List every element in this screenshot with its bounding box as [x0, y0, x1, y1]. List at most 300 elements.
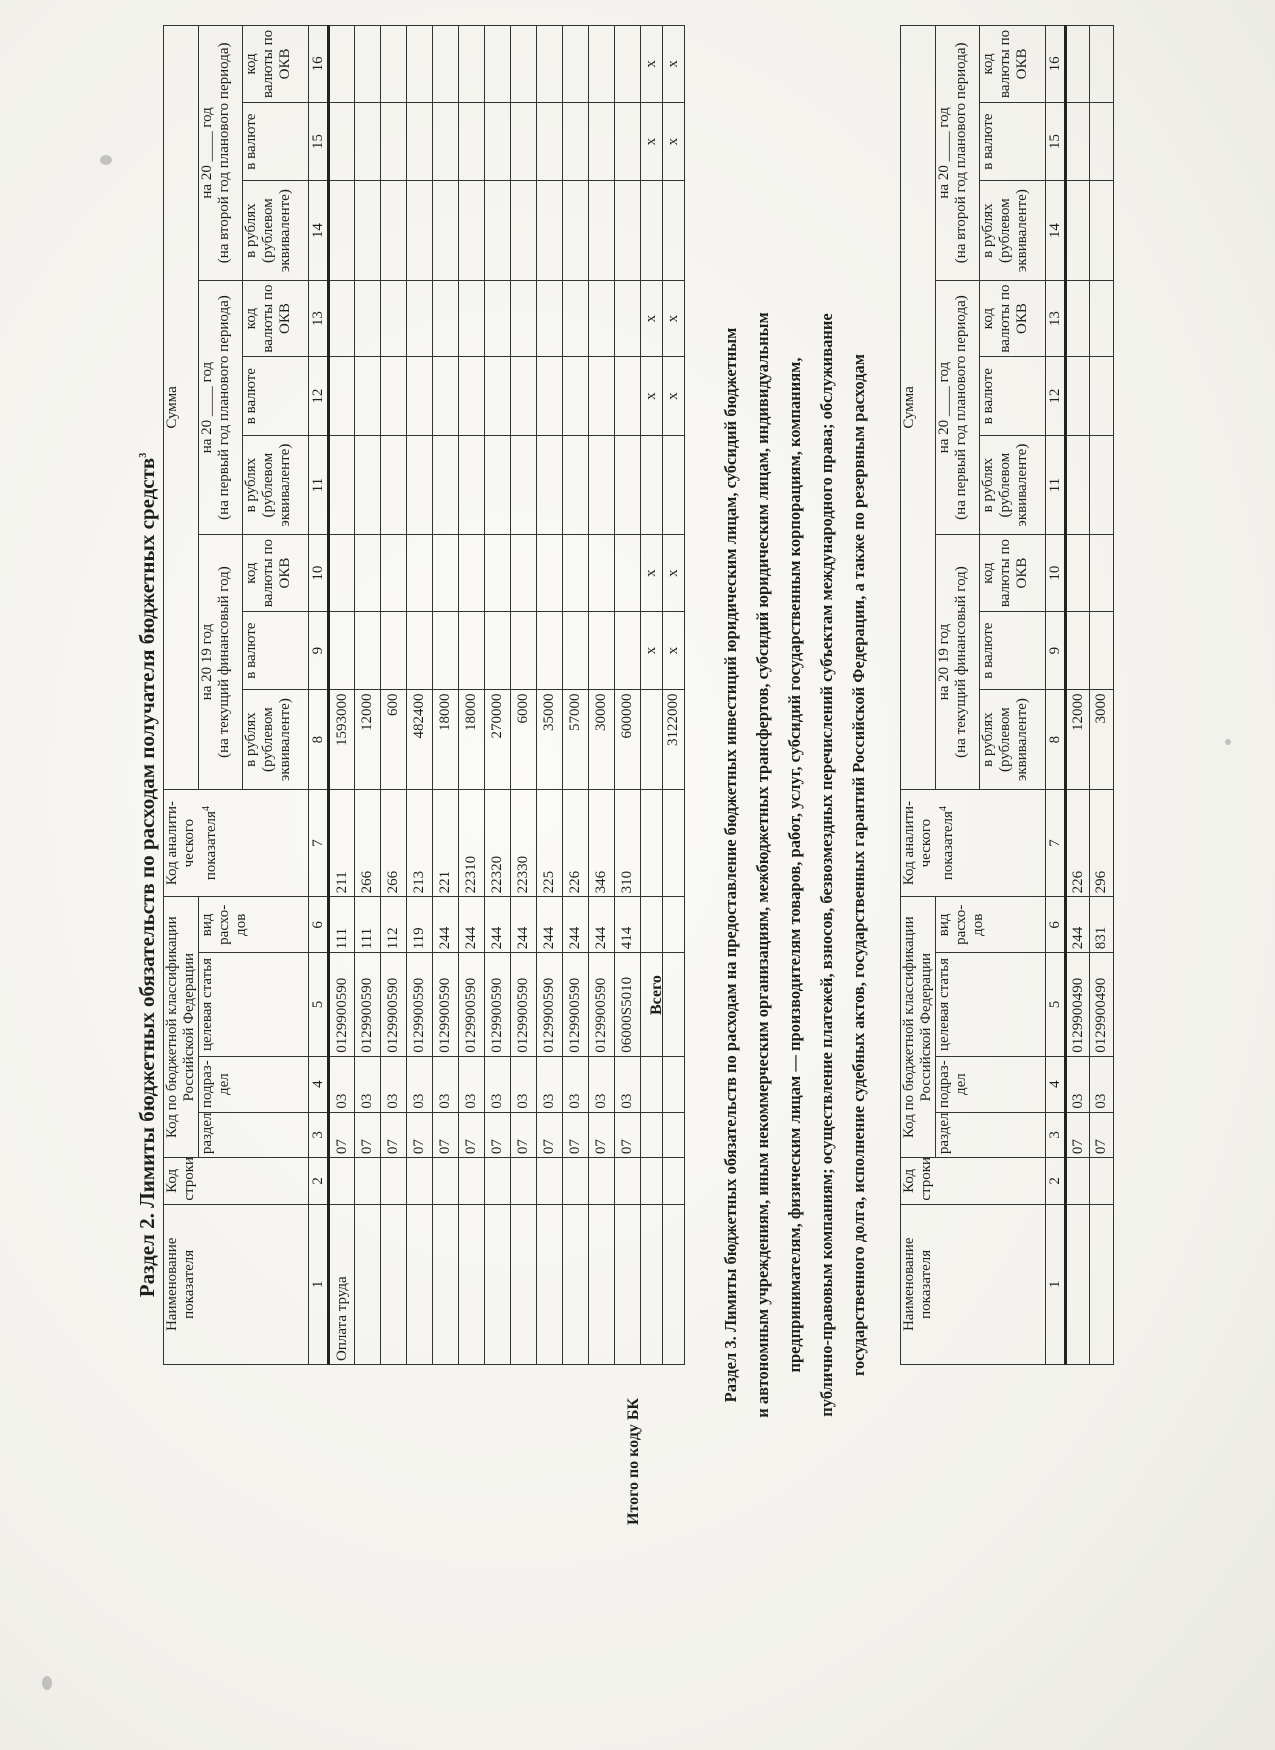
cell-empty [381, 535, 407, 612]
cell-celevaya: 0129900590 [485, 953, 511, 1056]
column-number: 13 [1046, 280, 1066, 357]
cell-analytic: 213 [407, 789, 433, 897]
cell-razdel: 07 [537, 1112, 563, 1158]
cell-vid: 244 [563, 897, 589, 953]
th-celevaya: целевая статья [936, 953, 1046, 1056]
cell-rub-current: 30000 [589, 690, 615, 789]
cell-rub-current: 18000 [433, 690, 459, 789]
cell-vid: 244 [511, 897, 537, 953]
cell-analytic: 346 [589, 789, 615, 897]
cell-empty [459, 26, 485, 103]
cell-name [381, 1204, 407, 1364]
column-number: 9 [1046, 611, 1066, 690]
cell-empty [537, 535, 563, 612]
cell-analytic: 221 [433, 789, 459, 897]
cell-empty [615, 26, 641, 103]
cell-podrazdel: 03 [433, 1056, 459, 1112]
column-numbers-row [309, 26, 329, 1365]
cell-empty [511, 535, 537, 612]
th-vid: вид расхо-дов [936, 897, 1046, 953]
cell-empty [589, 26, 615, 103]
cell-empty [485, 357, 511, 436]
cell-razdel: 07 [459, 1112, 485, 1158]
th-razdel: раздел [936, 1112, 1046, 1158]
cell-analytic: 226 [1066, 789, 1090, 897]
cell-empty [563, 181, 589, 280]
cell-empty [355, 181, 381, 280]
cell-empty [663, 789, 685, 897]
th-cur-1: в валюте [243, 611, 309, 690]
current-year-note: (на текущий финансовый год) [953, 566, 969, 758]
cell-vid: 244 [537, 897, 563, 953]
column-number: 16 [1046, 26, 1066, 103]
th-first-year [936, 280, 980, 535]
cell-name [433, 1204, 459, 1364]
cell-empty [407, 435, 433, 534]
cell-empty [329, 102, 355, 181]
section3-title-line: публично-правовым компаниям; осуществление платежей, взносов, безвозмездных перечислений субъектам международного права; обслуживание [817, 313, 836, 1417]
table-row [485, 26, 511, 1365]
x-mark: x [641, 26, 663, 103]
cell-podrazdel: 03 [1090, 1056, 1114, 1112]
cell-empty [663, 1158, 685, 1205]
cell-empty [1090, 357, 1114, 436]
column-number: 11 [1046, 435, 1066, 534]
cell-empty [511, 357, 537, 436]
table-row [329, 26, 355, 1365]
cell-empty [537, 611, 563, 690]
x-mark: x [641, 102, 663, 181]
cell-podrazdel: 03 [329, 1056, 355, 1112]
cell-rub-current: 57000 [563, 690, 589, 789]
cell-empty [663, 181, 685, 280]
cell-podrazdel: 03 [589, 1056, 615, 1112]
table-row [433, 26, 459, 1365]
th-analytic-mark: 4 [938, 806, 949, 812]
cell-empty [641, 1204, 663, 1364]
table-row [1090, 26, 1114, 1365]
cell-podrazdel: 03 [459, 1056, 485, 1112]
th-analytic-text: Код аналити-ческого показателя [901, 800, 956, 886]
cell-name [563, 1204, 589, 1364]
cell-empty [615, 435, 641, 534]
cell-analytic: 296 [1090, 789, 1114, 897]
cell-empty [641, 789, 663, 897]
cell-vid: 244 [589, 897, 615, 953]
table-row [589, 26, 615, 1365]
cell-empty [511, 611, 537, 690]
cell-empty [407, 280, 433, 357]
th-line-code: Код строки [164, 1158, 309, 1205]
cell-empty [615, 280, 641, 357]
cell-empty [329, 435, 355, 534]
cell-vid: 244 [485, 897, 511, 953]
cell-analytic: 266 [355, 789, 381, 897]
cell-empty [537, 435, 563, 534]
cell-line-code [407, 1158, 433, 1205]
cell-empty [381, 611, 407, 690]
cell-empty [563, 611, 589, 690]
cell-empty [1066, 435, 1090, 534]
th-okv-3: код валюты по ОКВ [243, 26, 309, 103]
cell-razdel: 07 [381, 1112, 407, 1158]
cell-empty [329, 280, 355, 357]
x-mark: x [641, 280, 663, 357]
second-year-note: (на второй год планового периода) [953, 42, 969, 264]
cell-line-code [355, 1158, 381, 1205]
column-number: 5 [309, 953, 329, 1056]
cell-empty [615, 611, 641, 690]
table-row [1066, 26, 1090, 1365]
cell-celevaya: 0129900590 [329, 953, 355, 1056]
cell-empty [459, 280, 485, 357]
cell-empty [1066, 280, 1090, 357]
cell-empty [459, 435, 485, 534]
cell-empty [511, 435, 537, 534]
cell-empty [1066, 181, 1090, 280]
th-cur-3: в валюте [243, 102, 309, 181]
cell-vid: 831 [1090, 897, 1114, 953]
cell-rub-current: 482400 [407, 690, 433, 789]
th-rub-1: в рублях (рублевом эквиваленте) [980, 690, 1046, 789]
cell-empty [407, 611, 433, 690]
x-mark: x [663, 611, 685, 690]
column-number: 12 [309, 357, 329, 436]
th-analytic [901, 789, 1046, 897]
cell-rub-current: 3000 [1090, 690, 1114, 789]
cell-empty [407, 535, 433, 612]
cell-empty [355, 357, 381, 436]
th-current-year [199, 535, 243, 790]
itogo-label: Итого по коду БК [625, 1398, 642, 1525]
cell-empty [615, 102, 641, 181]
cell-empty [355, 611, 381, 690]
cell-empty [663, 1112, 685, 1158]
cell-podrazdel: 03 [563, 1056, 589, 1112]
cell-empty [589, 102, 615, 181]
cell-vid: 119 [407, 897, 433, 953]
th-okv-2: код валюты по ОКВ [980, 280, 1046, 357]
column-number: 9 [309, 611, 329, 690]
second-year-label: на 20 ____ год [199, 107, 215, 199]
cell-empty [355, 435, 381, 534]
cell-empty [355, 280, 381, 357]
x-mark: x [641, 357, 663, 436]
x-mark: x [663, 102, 685, 181]
cell-empty [589, 357, 615, 436]
cell-name [485, 1204, 511, 1364]
column-number: 5 [1046, 953, 1066, 1056]
th-cur-2: в валюте [243, 357, 309, 436]
th-sum: Сумма [164, 26, 199, 790]
cell-empty [663, 1204, 685, 1364]
cell-analytic: 22320 [485, 789, 511, 897]
column-number: 4 [309, 1056, 329, 1112]
cell-empty [459, 357, 485, 436]
table-row [511, 26, 537, 1365]
cell-analytic: 22310 [459, 789, 485, 897]
th-cur-1: в валюте [980, 611, 1046, 690]
scan-speck [100, 155, 112, 165]
cell-empty [563, 357, 589, 436]
cell-vid: 111 [329, 897, 355, 953]
column-number: 14 [309, 181, 329, 280]
section2-title-text: Раздел 2. Лимиты бюджетных обязательств по расходам получателя бюджетных средств [135, 457, 159, 1298]
cell-podrazdel: 03 [381, 1056, 407, 1112]
th-analytic-mark: 4 [201, 806, 212, 812]
th-bk-code: Код по бюджетной классификации Российской Федерации [164, 897, 199, 1158]
cell-empty [641, 1056, 663, 1112]
column-number: 8 [1046, 690, 1066, 789]
cell-line-code [589, 1158, 615, 1205]
column-number: 11 [309, 435, 329, 534]
cell-empty [563, 102, 589, 181]
cell-empty [381, 181, 407, 280]
column-number: 1 [1046, 1204, 1066, 1364]
cell-line-code [433, 1158, 459, 1205]
cell-analytic: 226 [563, 789, 589, 897]
cell-line-code [615, 1158, 641, 1205]
cell-line-code [381, 1158, 407, 1205]
cell-celevaya: 0129900590 [537, 953, 563, 1056]
cell-celevaya: 0129900590 [563, 953, 589, 1056]
cell-vid: 112 [381, 897, 407, 953]
cell-empty [537, 280, 563, 357]
section3-title-line: предпринимателям, физическим лицам — производителям товаров, работ, услуг, субсидий государственным корпорациям, компаниям, [785, 357, 804, 1373]
cell-empty [485, 435, 511, 534]
cell-analytic: 211 [329, 789, 355, 897]
cell-name [537, 1204, 563, 1364]
cell-empty [589, 611, 615, 690]
vsego-label: Всего [648, 975, 665, 1015]
cell-empty [1090, 435, 1114, 534]
cell-line-code [459, 1158, 485, 1205]
th-second-year [936, 26, 980, 281]
cell-vid: 414 [615, 897, 641, 953]
cell-line-code [485, 1158, 511, 1205]
th-first-year [199, 280, 243, 535]
cell-rub-current: 600 [381, 690, 407, 789]
second-year-label: на 20 ____ год [936, 107, 952, 199]
section3-title-line: Раздел 3. Лимиты бюджетных обязательств по расходам на предоставление бюджетных инвестиций юридическим лицам, субсидий бюджетным [721, 327, 740, 1403]
section2-footnote-mark: 3 [138, 452, 149, 458]
th-podrazdel: подраз-дел [199, 1056, 309, 1112]
cell-rub-current: 600000 [615, 690, 641, 789]
th-podrazdel: подраз-дел [936, 1056, 1046, 1112]
cell-line-code [329, 1158, 355, 1205]
column-number: 4 [1046, 1056, 1066, 1112]
vsego-total: 3122000 [663, 690, 685, 789]
cell-empty [407, 102, 433, 181]
cell-line-code [537, 1158, 563, 1205]
x-mark: x [663, 26, 685, 103]
table-row [537, 26, 563, 1365]
cell-empty [381, 435, 407, 534]
cell-analytic: 266 [381, 789, 407, 897]
cell-line-code [1090, 1158, 1114, 1205]
cell-podrazdel: 03 [355, 1056, 381, 1112]
cell-empty [537, 357, 563, 436]
cell-empty [511, 280, 537, 357]
cell-rub-current: 1593000 [329, 690, 355, 789]
cell-name: Оплата труда [329, 1204, 355, 1364]
th-celevaya: целевая статья [199, 953, 309, 1056]
column-number: 10 [309, 535, 329, 612]
cell-empty [663, 435, 685, 534]
cell-empty [433, 357, 459, 436]
cell-rub-current: 18000 [459, 690, 485, 789]
cell-rub-current: 6000 [511, 690, 537, 789]
cell-empty [433, 535, 459, 612]
cell-empty [641, 1158, 663, 1205]
cell-razdel: 07 [355, 1112, 381, 1158]
th-line-code: Код строки [901, 1158, 1046, 1205]
cell-empty [589, 435, 615, 534]
cell-empty [663, 1056, 685, 1112]
cell-empty [615, 535, 641, 612]
cell-podrazdel: 03 [485, 1056, 511, 1112]
cell-empty [563, 280, 589, 357]
column-number: 3 [1046, 1112, 1066, 1158]
column-numbers-row [1046, 26, 1066, 1365]
cell-line-code [1066, 1158, 1090, 1205]
cell-empty [563, 435, 589, 534]
table-row [459, 26, 485, 1365]
cell-name [1090, 1204, 1114, 1364]
th-rub-2: в рублях (рублевом эквиваленте) [980, 435, 1046, 534]
cell-empty [511, 26, 537, 103]
cell-razdel: 07 [1090, 1112, 1114, 1158]
cell-empty [485, 102, 511, 181]
cell-podrazdel: 03 [1066, 1056, 1090, 1112]
th-vid: вид расхо-дов [199, 897, 309, 953]
section3-table [900, 25, 1114, 1365]
cell-empty [355, 535, 381, 612]
cell-rub-current: 12000 [355, 690, 381, 789]
cell-empty [433, 611, 459, 690]
cell-empty [485, 26, 511, 103]
column-number: 2 [309, 1158, 329, 1205]
cell-empty [459, 181, 485, 280]
current-year-label: на 20 19 год [936, 623, 952, 701]
first-year-note: (на первый год планового периода) [216, 295, 232, 520]
cell-empty [407, 181, 433, 280]
cell-celevaya: 0129900590 [511, 953, 537, 1056]
cell-empty [1090, 535, 1114, 612]
cell-empty [329, 181, 355, 280]
column-number: 8 [309, 690, 329, 789]
cell-empty [1066, 535, 1090, 612]
scan-speck [42, 1676, 52, 1690]
th-okv-3: код валюты по ОКВ [980, 26, 1046, 103]
cell-razdel: 07 [511, 1112, 537, 1158]
cell-razdel: 07 [329, 1112, 355, 1158]
cell-empty [381, 26, 407, 103]
cell-empty [663, 897, 685, 953]
cell-analytic: 310 [615, 789, 641, 897]
cell-empty [1090, 611, 1114, 690]
cell-empty [355, 102, 381, 181]
th-analytic-text: Код аналити-ческого показателя [164, 800, 219, 886]
cell-empty [1066, 357, 1090, 436]
cell-empty [563, 535, 589, 612]
cell-empty [1090, 181, 1114, 280]
column-number: 6 [309, 897, 329, 953]
cell-empty [615, 181, 641, 280]
column-number: 16 [309, 26, 329, 103]
cell-celevaya: 0129900490 [1066, 953, 1090, 1056]
x-mark: x [641, 611, 663, 690]
section3-title [715, 20, 875, 1710]
cell-empty [641, 897, 663, 953]
cell-empty [459, 102, 485, 181]
cell-celevaya: 0129900590 [433, 953, 459, 1056]
cell-empty [641, 181, 663, 280]
th-sum: Сумма [901, 26, 936, 790]
cell-empty [433, 102, 459, 181]
cell-razdel: 07 [563, 1112, 589, 1158]
cell-celevaya: 0129900590 [589, 953, 615, 1056]
th-name: Наименование показателя [164, 1204, 309, 1364]
x-mark: x [641, 535, 663, 612]
table-row [407, 26, 433, 1365]
cell-empty [537, 102, 563, 181]
cell-empty [329, 26, 355, 103]
cell-empty [407, 357, 433, 436]
table-row [381, 26, 407, 1365]
column-number: 14 [1046, 181, 1066, 280]
section3-title-line: и автономным учреждениям, иным некоммерческим организациям, межбюджетных трансфертов, субсидий юридическим лицам, индивидуальным [753, 312, 772, 1418]
column-number: 13 [309, 280, 329, 357]
cell-name [1066, 1204, 1090, 1364]
first-year-note: (на первый год планового периода) [953, 295, 969, 520]
column-number: 15 [1046, 102, 1066, 181]
cell-empty [485, 181, 511, 280]
cell-empty [329, 611, 355, 690]
cell-rub-current: 12000 [1066, 690, 1090, 789]
cell-empty [589, 535, 615, 612]
cell-empty [433, 435, 459, 534]
first-year-label: на 20 ____ год [199, 361, 215, 454]
current-year-note: (на текущий финансовый год) [216, 566, 232, 758]
th-bk-code: Код по бюджетной классификации Российской Федерации [901, 897, 936, 1158]
cell-vid: 111 [355, 897, 381, 953]
cell-celevaya: 0129900590 [459, 953, 485, 1056]
column-number: 7 [309, 789, 329, 897]
second-year-note: (на второй год планового периода) [216, 42, 232, 264]
th-rub-3: в рублях (рублевом эквиваленте) [243, 181, 309, 280]
cell-empty [329, 535, 355, 612]
th-cur-3: в валюте [980, 102, 1046, 181]
cell-empty [1066, 611, 1090, 690]
cell-rub-current: 270000 [485, 690, 511, 789]
cell-empty [563, 26, 589, 103]
cell-razdel: 07 [433, 1112, 459, 1158]
cell-razdel: 07 [589, 1112, 615, 1158]
cell-name [615, 1204, 641, 1364]
cell-empty [485, 611, 511, 690]
vsego-row [663, 26, 685, 1365]
x-mark: x [663, 280, 685, 357]
cell-empty [1066, 26, 1090, 103]
cell-razdel: 07 [485, 1112, 511, 1158]
cell-razdel: 07 [615, 1112, 641, 1158]
cell-celevaya: 0129900590 [381, 953, 407, 1056]
cell-podrazdel: 03 [537, 1056, 563, 1112]
cell-razdel: 07 [1066, 1112, 1090, 1158]
cell-celevaya: 0129900590 [407, 953, 433, 1056]
column-number: 1 [309, 1204, 329, 1364]
